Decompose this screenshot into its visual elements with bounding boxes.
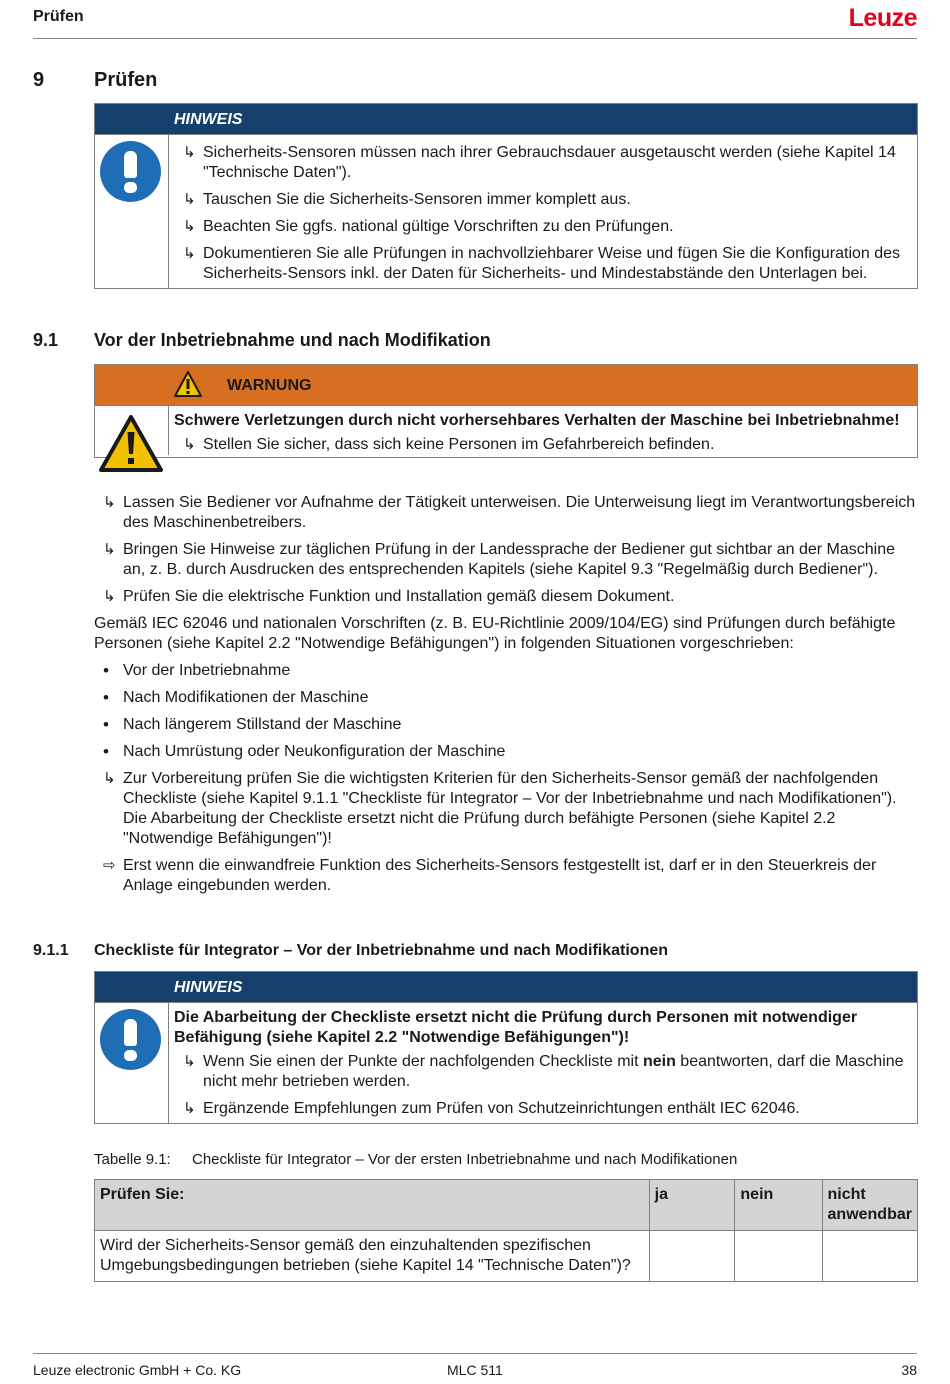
intro-paragraph: Gemäß IEC 62046 und nationalen Vorschriften (z. B. EU-Richtlinie 2009/104/EG) sind Prüfungen durch befähigte Personen (siehe Kapitel 2.2 "Notwendige Befähigungen") in folgenden Situationen vorgeschrieben: [94,615,896,652]
header-not-applicable: nicht anwendbar [822,1180,917,1231]
result-item: ⇨ Erst wenn die einwandfreie Funktion des Sicherheits-Sensors festgestellt ist, darf er in den Steuerkreis der Anlage eingebunden werden. [103,857,877,894]
footer-company: Leuze electronic GmbH + Co. KG [33,1362,242,1378]
notice-item: ↳ Sicherheits-Sensoren müssen nach ihrer Gebrauchsdauer ausgetauscht werden (siehe Kapitel 14 "Technische Daten"). [183,144,896,181]
situation-item: • Nach Modifikationen der Maschine [103,688,369,707]
situation-item: • Nach längerem Stillstand der Maschine [103,715,402,734]
step-item: ↳ Lassen Sie Bediener vor Aufnahme der Tätigkeit unterweisen. Die Unterweisung liegt im Verantwortungsbereich des Maschinenbetreibers. [103,494,916,531]
chapter-number: 9 [33,69,45,91]
notice-item: ↳ Wenn Sie einen der Punkte der nachfolgenden Checkliste mit nein beantworten, darf die Maschine nicht mehr betrieben werden. [183,1053,904,1090]
header-no: nein [735,1180,822,1231]
action-arrow-icon: ↳ [183,191,196,208]
info-exclamation-icon [100,1009,161,1070]
warning-hazard-icon [98,414,164,474]
action-arrow-icon: ↳ [183,1053,196,1070]
notice-item: ↳ Dokumentieren Sie alle Prüfungen in nachvollziehbarer Weise und fügen Sie die Konfiguration des Sicherheits-Sensors inkl. der Daten für Sicherheits- und Mindestabstände den Unterlagen bei. [183,245,901,282]
bullet-icon: • [103,688,109,707]
table-header-row [95,1180,918,1231]
step-item: ↳ Prüfen Sie die elektrische Funktion und Installation gemäß diesem Dokument. [103,588,675,605]
header-yes: ja [649,1180,735,1231]
notice-icon-column [95,135,169,288]
warning-triangle-icon [173,370,203,398]
action-arrow-icon: ↳ [183,1100,196,1117]
notice-item: ↳ Ergänzende Empfehlungen zum Prüfen von Schutzeinrichtungen enthält IEC 62046. [183,1100,800,1117]
running-header-title: Prüfen [33,8,84,25]
header-check: Prüfen Sie: [95,1180,650,1231]
check-na-cell [822,1231,917,1282]
situation-item: • Vor der Inbetriebnahme [103,661,291,680]
step-item: ↳ Zur Vorbereitung prüfen Sie die wichtigsten Kriterien für den Sicherheits-Sensor gemäß der nachfolgenden Checkliste (siehe Kapitel 9.1.1 "Checkliste für Integrator – Vor der Inbetriebnahme und nach Modifikationen"). Die Abarbeitung der Checkliste ersetzt nicht die Prüfung durch befähigte Personen (siehe Kapitel 2.2 "Notwendige Befähigungen")! [103,770,897,847]
table-caption [94,1151,737,1168]
header-divider [33,38,917,39]
action-arrow-icon: ↳ [183,218,196,235]
action-arrow-icon: ↳ [103,494,116,511]
table-row [95,1231,918,1282]
bullet-icon: • [103,742,109,761]
notice-label: HINWEIS [95,972,917,1003]
step-item: ↳ Bringen Sie Hinweise zur täglichen Prüfung in der Landessprache der Bediener gut sichtbar an der Maschine an, z. B. durch Ausdrucken des entsprechenden Kapitels (siehe Kapitel 9.3 "Regelmäßig durch Bediener"). [103,541,896,578]
action-arrow-icon: ↳ [103,770,116,787]
footer-product: MLC 511 [447,1362,503,1378]
section-title: Vor der Inbetriebnahme und nach Modifikation [94,330,491,350]
table-caption-text: Checkliste für Integrator – Vor der ersten Inbetriebnahme und nach Modifikationen [192,1151,738,1168]
situation-item: • Nach Umrüstung oder Neukonfiguration der Maschine [103,742,506,761]
action-arrow-icon: ↳ [183,245,196,262]
action-arrow-icon: ↳ [183,144,196,161]
warning-box [94,364,918,458]
warning-label: WARNUNG [227,377,312,394]
warning-headline: Schwere Verletzungen durch nicht vorhersehbares Verhalten der Maschine bei Inbetriebnahme! [174,412,900,429]
notice-box-2 [94,971,918,1124]
check-no-cell [735,1231,822,1282]
chapter-title: Prüfen [94,69,158,91]
table-caption-label: Tabelle 9.1: [94,1151,171,1168]
notice-label: HINWEIS [95,104,917,135]
subsection-title: Checkliste für Integrator – Vor der Inbetriebnahme und nach Modifikationen [94,942,669,959]
section-number: 9.1 [33,330,59,350]
footer-divider [33,1353,917,1354]
bullet-icon: • [103,661,109,680]
info-exclamation-icon [100,141,161,202]
result-arrow-icon: ⇨ [103,857,116,874]
checklist-table [94,1179,918,1282]
action-arrow-icon: ↳ [103,588,116,605]
action-arrow-icon: ↳ [183,436,196,453]
brand-logo: Leuze [848,4,917,32]
notice-item: ↳ Beachten Sie ggfs. national gültige Vorschriften zu den Prüfungen. [183,218,674,235]
footer-page-number: 38 [901,1362,917,1378]
bullet-icon: • [103,715,109,734]
subsection-number: 9.1.1 [33,942,69,959]
notice-box-1 [94,103,918,289]
notice-item: ↳ Tauschen Sie die Sicherheits-Sensoren immer komplett aus. [183,191,631,208]
warning-item: ↳ Stellen Sie sicher, dass sich keine Personen im Gefahrbereich befinden. [183,436,715,453]
action-arrow-icon: ↳ [103,541,116,558]
section-body [94,490,918,903]
check-yes-cell [649,1231,735,1282]
check-question: Wird der Sicherheits-Sensor gemäß den einzuhaltenden spezifischen Umgebungsbedingungen betrieben (siehe Kapitel 14 "Technische Daten")? [95,1231,650,1282]
notice-headline: Die Abarbeitung der Checkliste ersetzt nicht die Prüfung durch Personen mit notwendiger Befähigung (siehe Kapitel 2.2 "Notwendige Befähigungen")! [174,1009,858,1046]
